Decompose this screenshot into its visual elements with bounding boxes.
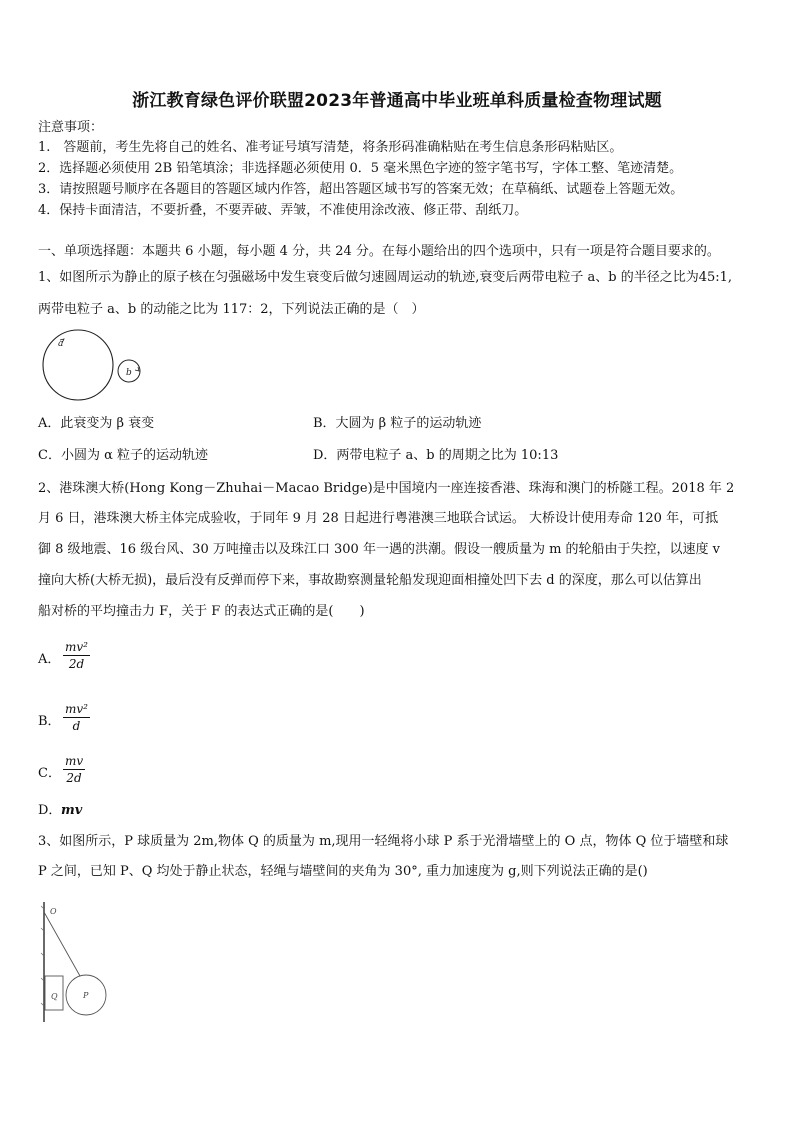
q1-option-a: A．此衰变为 β 衰变 <box>38 416 155 431</box>
q1-option-b: B．大圆为 β 粒子的运动轨迹 <box>313 416 482 431</box>
numerator: mv² <box>65 702 88 716</box>
label-O: O <box>50 907 57 916</box>
numerator: mv² <box>65 640 88 654</box>
label-a: a <box>58 339 64 349</box>
denominator: 2d <box>68 657 85 671</box>
denominator: 2d <box>66 771 82 785</box>
notice-item: 1. 答题前，考生先将自己的姓名、准考证号填写清楚，将条形码准确粘贴在考生信息条形码粘贴区。 <box>38 140 623 155</box>
q1-option-c: C．小圆为 α 粒子的运动轨迹 <box>38 448 208 463</box>
q2-option-c-formula <box>63 754 85 785</box>
label-P: P <box>83 991 89 1000</box>
q2-option-a-formula <box>63 640 90 671</box>
question-1-text: 1、如图所示为静止的原子核在匀强磁场中发生衰变后做匀速圆周运动的轨迹,衰变后两带电粒子 a、b 的半径之比为45:1, <box>38 270 733 285</box>
question-2-text: 御 8 级地震、16 级台风、30 万吨撞击以及珠江口 300 年一遇的洪潮。假设一艘质量为 m 的轮船由于失控，以速度 v <box>38 542 721 557</box>
notice-heading: 注意事项： <box>38 120 104 135</box>
decay-orbit-figure <box>40 328 150 408</box>
notice-item: 3．请按照题号顺序在各题目的答题区域内作答，超出答题区域书写的答案无效；在草稿纸、试题卷上答题无效。 <box>38 182 684 197</box>
q2-option-c-label: C． <box>38 766 61 781</box>
wall-ball-figure <box>36 898 116 1028</box>
q1-option-d: D．两带电粒子 a、b 的周期之比为 10:13 <box>313 448 559 463</box>
question-3-text: 3、如图所示，P 球质量为 2m,物体 Q 的质量为 m,现用一轻绳将小球 P 系于光滑墙壁上的 O 点，物体 Q 位于墙壁和球 <box>38 834 729 849</box>
section-heading: 一、单项选择题：本题共 6 小题，每小题 4 分，共 24 分。在每小题给出的四个选项中，只有一项是符合题目要求的。 <box>38 244 720 259</box>
question-1-text: 两带电粒子 a、b 的动能之比为 117：2，下列说法正确的是（ ） <box>38 302 425 317</box>
question-3-text: P 之间，已知 P、Q 均处于静止状态，轻绳与墙壁间的夹角为 30°, 重力加速度为 g,则下列说法正确的是() <box>38 864 648 879</box>
notice-item: 2．选择题必须使用 2B 铅笔填涂；非选择题必须使用 0．5 毫米黑色字迹的签字笔书写，字体工整、笔迹清楚。 <box>38 161 683 176</box>
q2-option-d-formula: mv <box>61 803 83 818</box>
q2-option-a-label: A． <box>38 652 61 667</box>
notice-item: 4．保持卡面清洁，不要折叠，不要弄破、弄皱，不准使用涂改液、修正带、刮纸刀。 <box>38 203 528 218</box>
q2-option-b-label: B． <box>38 714 61 729</box>
question-2-text: 船对桥的平均撞击力 F，关于 F 的表达式正确的是( ) <box>38 604 365 619</box>
question-2-text: 月 6 日，港珠澳大桥主体完成验收，于同年 9 月 28 日起进行粤港澳三地联合试运。 大桥设计使用寿命 120 年，可抵 <box>38 511 719 526</box>
denominator: d <box>72 719 81 733</box>
question-2-text: 2、港珠澳大桥(Hong Kong－Zhuhai－Macao Bridge)是中国境内一座连接香港、珠海和澳门的桥隧工程。2018 年 2 <box>38 481 735 496</box>
label-Q: Q <box>51 992 58 1001</box>
q2-option-d-label: D． <box>38 803 62 818</box>
numerator: mv <box>65 754 84 768</box>
question-2-text: 撞向大桥(大桥无损)，最后没有反弹而停下来，事故勘察测量轮船发现迎面相撞处凹下去 d 的深度，那么可以估算出 <box>38 573 702 588</box>
label-b: b <box>126 368 132 378</box>
q2-option-b-formula <box>63 702 90 733</box>
page-title: 浙江教育绿色评价联盟2023年普通高中毕业班单科质量检查物理试题 <box>132 91 662 111</box>
